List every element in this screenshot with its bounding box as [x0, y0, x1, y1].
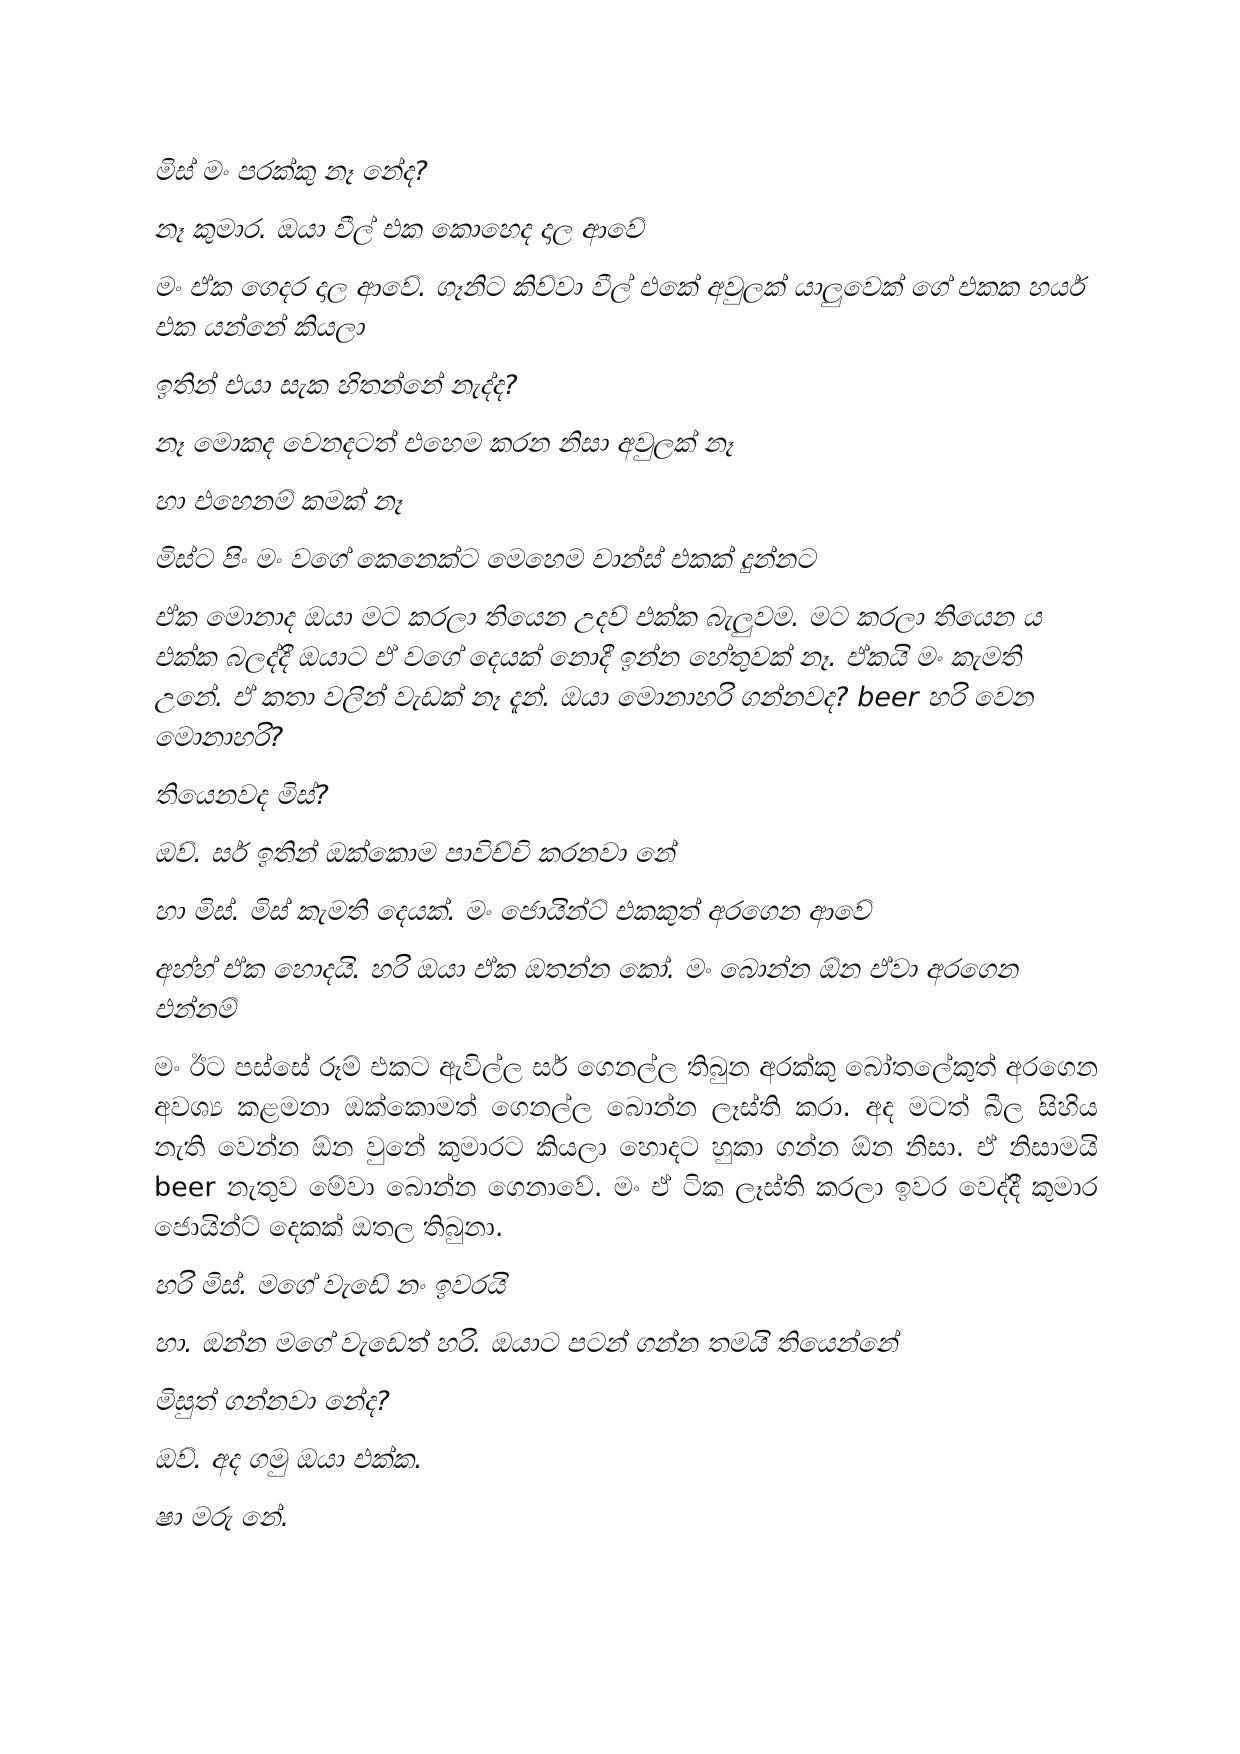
paragraph-11: හා මිස්. මිස් කැමති දෙයක්. මං ජොයින්ට් එකකුත් අරගෙන ආවේ	[154, 896, 871, 927]
paragraph-4: ඉතින් එයා සැක හිතන්නේ නැද්ද?	[154, 370, 518, 401]
paragraph-15: හා. ඔන්න මගේ වැඩෙත් හරි. ඔයාට පටන් ගන්න තමයි තියෙන්නේ	[154, 1328, 898, 1359]
paragraph-18: ෂා මරු නේ.	[154, 1502, 290, 1533]
paragraph-8: ඒක මොනාද ඔයා මට කරලා තියෙන උදව් එක්ක බැලුවම. මට කරලා තියෙන ය එක්ක බලද්දී ඔයාට ඒ වගේ දෙයක් නොදී ඉන්න හේතුවක් නෑ. ඒකයි මං කැමති උනේ. ඒ කතා වලින් වැඩක් නෑ දැන්. ඔයා මොනාහරි ගන්නවද? beer හරි වෙන මොනාහරි?	[154, 602, 1042, 753]
paragraph-17: ඔව්. අද ගමු ඔයා එක්ක.	[154, 1444, 423, 1475]
paragraph-1: මිස් මං පරක්කු නෑ නේද?	[154, 156, 428, 187]
paragraph-3: මං ඒක ගෙදර දාල ආවේ. ගෑනිට කිව්වා වීල් එකේ අවුලක් යාලුවෙක් ගේ එකක හයර් එක යන්නේ කියලා	[154, 272, 1085, 343]
paragraph-10: ඔව්. සර් ඉතින් ඔක්කොම පාවිච්චි කරනවා නේ	[154, 838, 675, 869]
paragraph-2: නෑ කුමාර. ඔයා වීල් එක කොහෙද දාල ආවේ	[154, 214, 644, 245]
paragraph-12: අහ්හ් ඒක හොදයි. හරි ඔයා ඒක ඔතන්න කෝ. මං බොන්න ඕන ඒවා අරගෙන එන්නම්	[154, 954, 1018, 1025]
paragraph-16: මිසුත් ගන්නවා නේද?	[154, 1386, 390, 1417]
paragraph-14: හරි මිස්. මගේ වැඩේ නං ඉවරයි	[154, 1270, 506, 1301]
paragraph-7: මිස්ට පිං මං වගේ කෙනෙක්ට මෙහෙම චාන්ස් එකක් දුන්නට	[154, 544, 816, 575]
paragraph-5: නෑ මොකද වෙනදටත් එහෙම කරන නිසා අවුලක් නෑ	[154, 428, 733, 459]
paragraph-9: තියෙනවද මිස්?	[154, 780, 329, 811]
document-body	[154, 152, 1098, 1556]
paragraph-6: හා එහෙනම් කමක් නෑ	[154, 486, 402, 517]
paragraph-13-narration: මං ඊට පස්සේ රූම් එකට ඇවිල්ල සර් ගෙනල්ල තිබුන අරක්කු බෝතලේකුත් අරගෙන අවශ්‍ය කළමනා ඔක්කොමත් ගෙනල්ල බොන්න ලෑස්ති කරා. අද මටත් බීල සිහිය නැති වෙන්න ඕන වුනේ කුමාරට කියලා හොදට හුකා ගන්න ඕන නිසා. ඒ නිසාමයි beer නැතුව මේවා බොන්න ගෙනාවේ. මං ඒ ටික ලෑස්ති කරලා ඉවර වෙද්දී කුමාර ජොයින්ට් දෙකක් ඔතල තිබුනා.	[154, 1052, 1098, 1243]
